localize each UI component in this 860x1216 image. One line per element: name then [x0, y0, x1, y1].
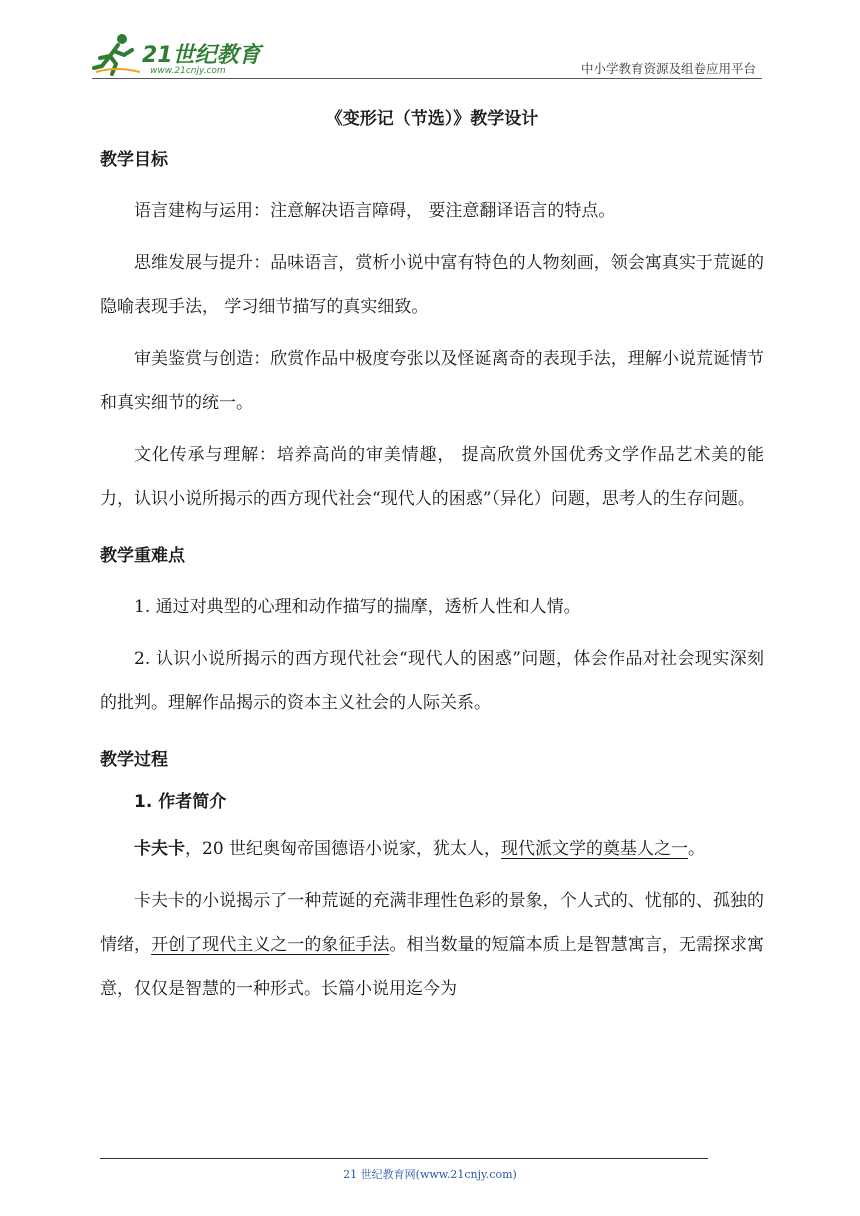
author-underlined: 现代派文学的奠基人之一: [501, 839, 689, 859]
difficulty-paragraph-1: 1. 通过对典型的心理和动作描写的揣摩，透析人性和人情。: [134, 597, 581, 617]
logo-text: 21世纪教育: [142, 43, 261, 68]
author-text-a: ，20 世纪奥匈帝国德语小说家，犹太人，: [185, 839, 502, 859]
logo-url: www.21cnjy.com: [150, 66, 226, 76]
page-header: [92, 28, 762, 82]
runner-icon: [92, 32, 142, 76]
footer-divider: [100, 1158, 708, 1159]
goal-paragraph-1: 语言建构与运用：注意解决语言障碍， 要注意翻译语言的特点。: [134, 201, 616, 221]
heading-key-difficulties: 教学重难点: [100, 546, 185, 566]
author-name: 卡夫卡: [134, 839, 185, 859]
goal-paragraph-3: 审美鉴赏与创造：欣赏作品中极度夸张以及怪诞离奇的表现手法，理解小说荒诞情节和真实细节的统一。: [100, 349, 764, 413]
style-text-b: 。相当数量的短篇本质上是智慧寓言，无需探求寓意，仅仅是智慧的一种形式。长篇小说用迄今为: [100, 935, 765, 999]
style-underlined: 开创了现代主义之一的象征手法: [151, 935, 390, 955]
subheading-author-intro: 1. 作者简介: [134, 792, 227, 812]
platform-name: 中小学教育资源及组卷应用平台: [580, 61, 756, 76]
document-title: 《变形记（节选）》教学设计: [325, 109, 539, 129]
document-body: [100, 104, 764, 1011]
goal-paragraph-2: 思维发展与提升：品味语言，赏析小说中富有特色的人物刻画，领会寓真实于荒诞的隐喻表现手法， 学习细节描写的真实细致。: [100, 253, 764, 317]
author-text-b: 。: [688, 839, 706, 859]
site-logo[interactable]: [92, 28, 292, 82]
author-paragraph-2: [100, 879, 764, 1011]
heading-teaching-process: 教学过程: [100, 750, 168, 770]
style-text-a: 卡夫卡的小说揭示了一种荒诞的充满非理性色彩的景象，个人式的、忧郁的、孤独的情绪，: [100, 891, 764, 955]
header-divider: [92, 78, 762, 79]
author-paragraph-1: [100, 827, 764, 871]
heading-teaching-goals: 教学目标: [100, 150, 168, 170]
footer-source[interactable]: 21 世纪教育网(www.21cnjy.com): [343, 1168, 517, 1181]
goal-paragraph-4: 文化传承与理解：培养高尚的审美情趣， 提高欣赏外国优秀文学作品艺术美的能力，认识小说所揭示的西方现代社会“现代人的困惑”（异化）问题，思考人的生存问题。: [100, 445, 764, 509]
difficulty-paragraph-2: 2. 认识小说所揭示的西方现代社会“现代人的困惑”问题，体会作品对社会现实深刻的批判。理解作品揭示的资本主义社会的人际关系。: [100, 649, 764, 713]
